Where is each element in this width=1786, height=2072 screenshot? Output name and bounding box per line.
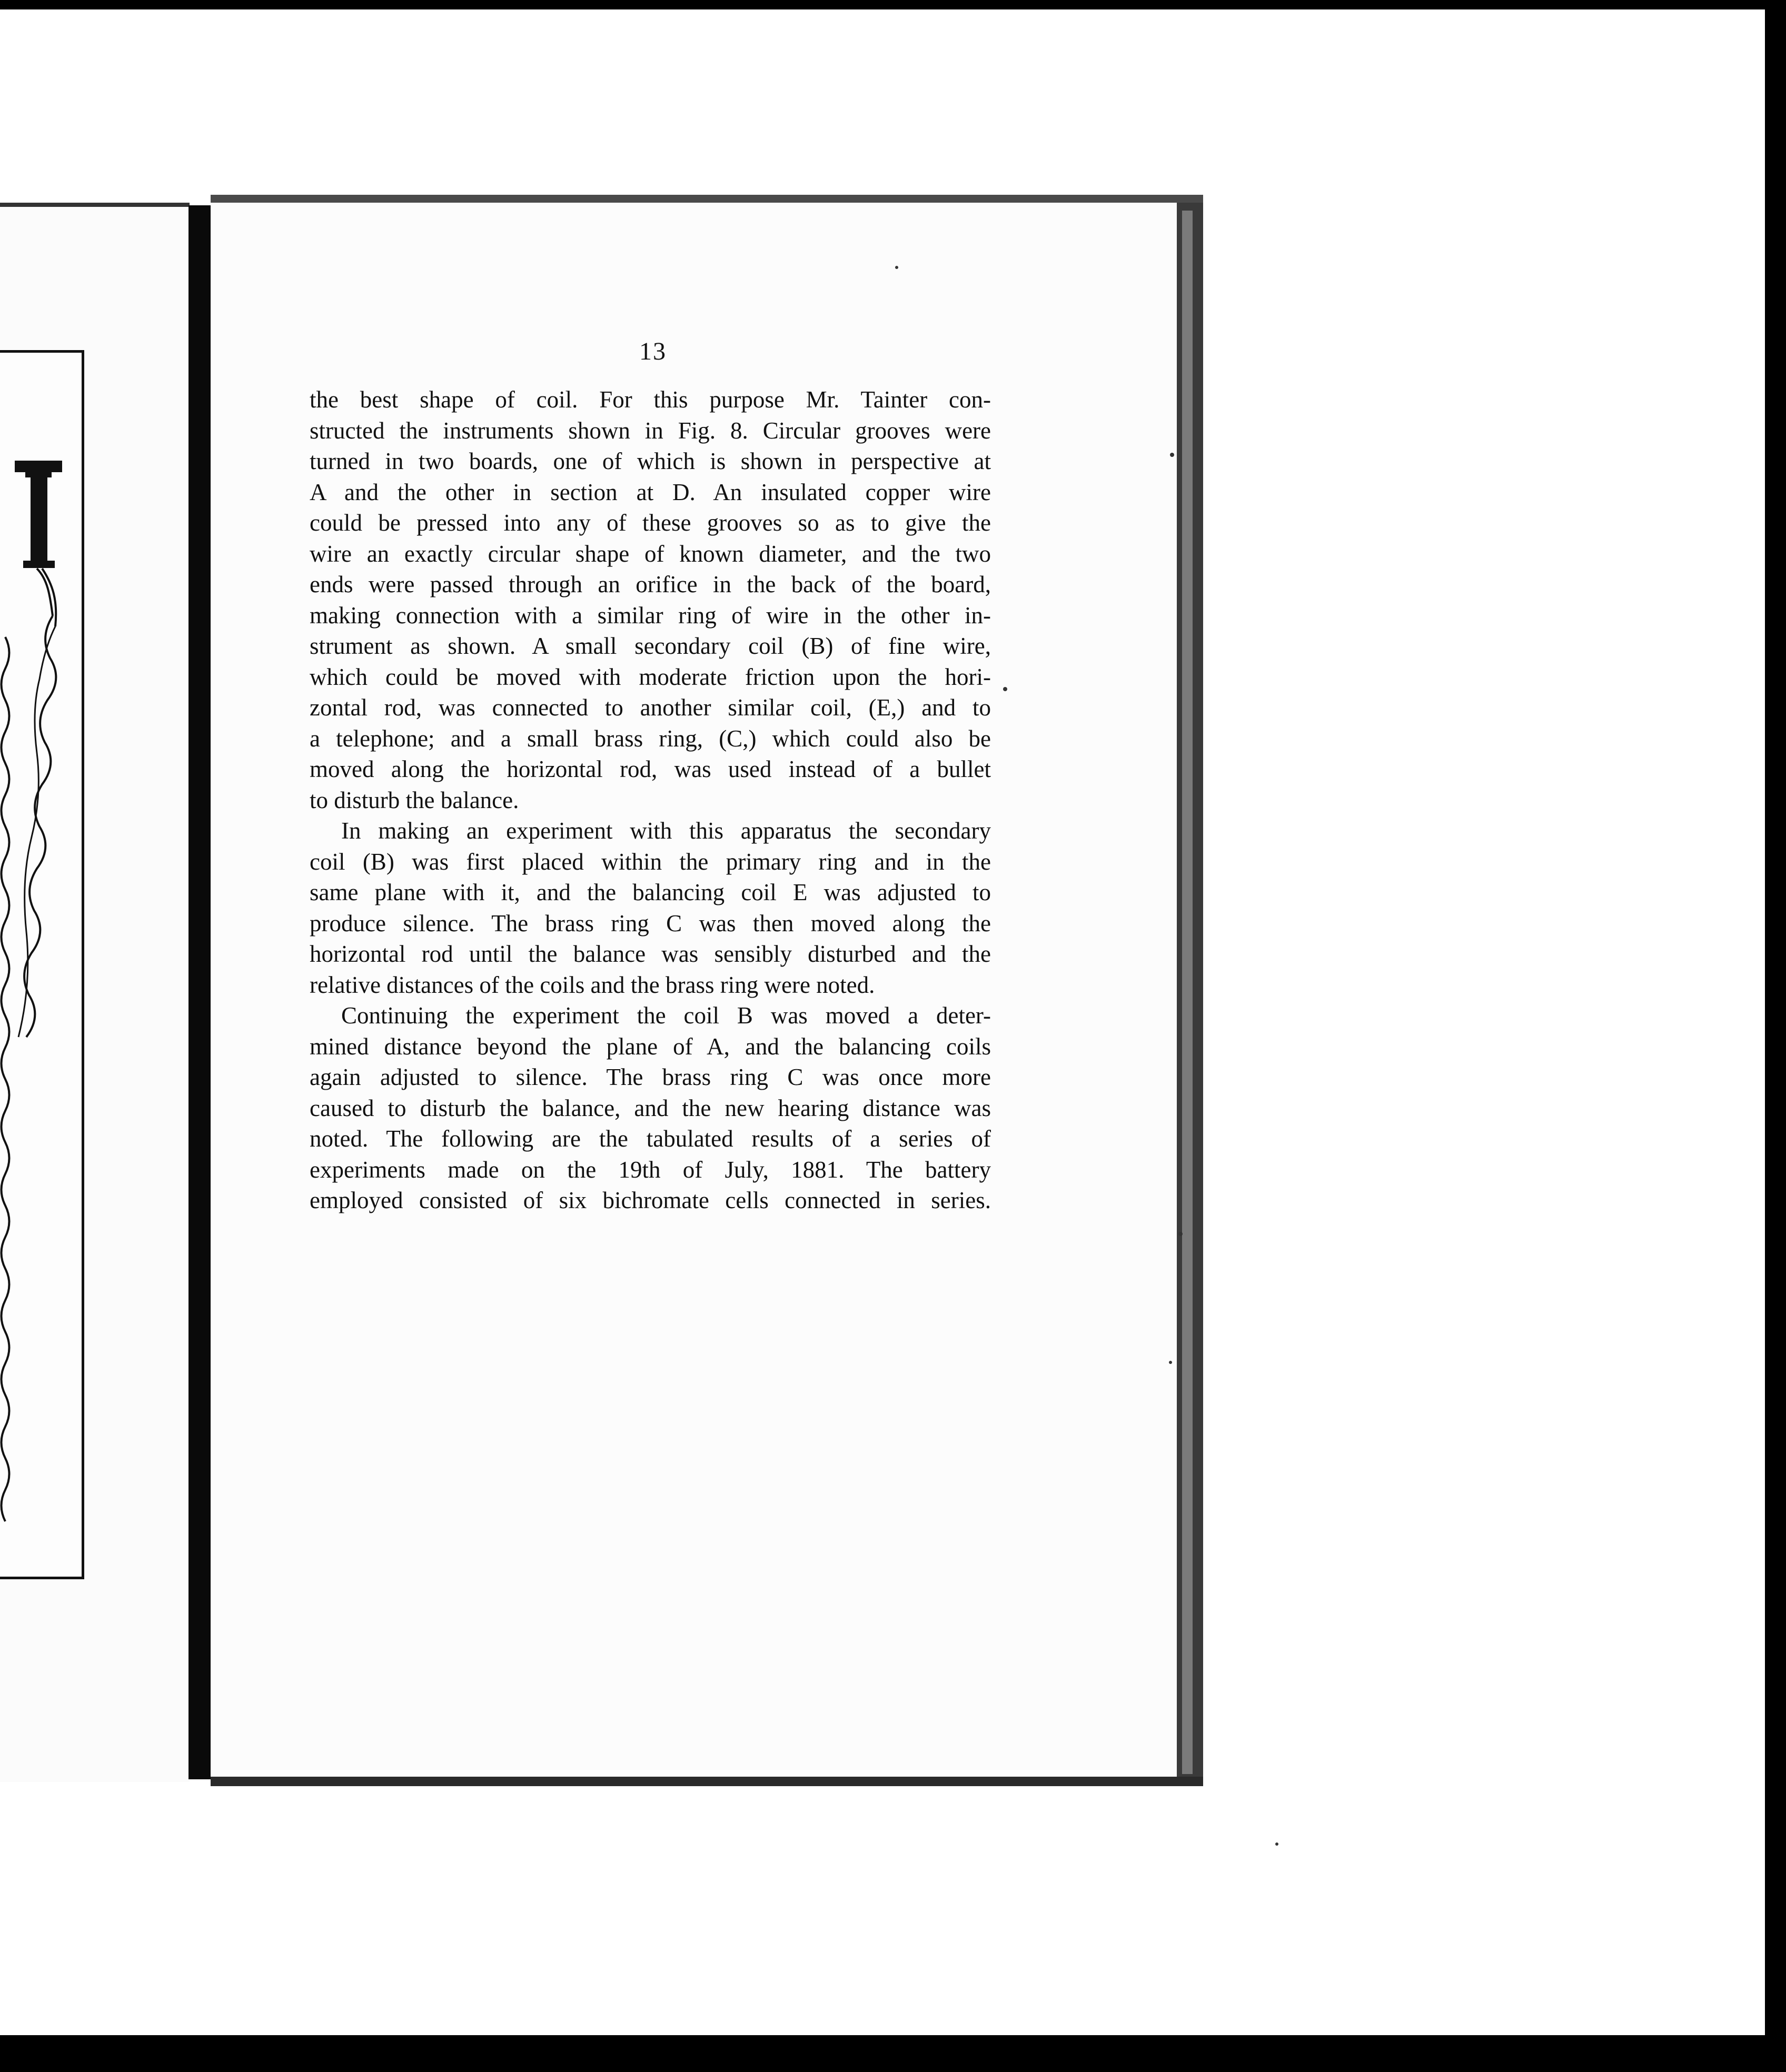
- scan-border-top: [0, 0, 1786, 9]
- scan-speck: [1178, 1232, 1183, 1236]
- page-number: 13: [639, 337, 667, 365]
- scan-speck: [1170, 453, 1174, 457]
- text-line: caused to disturb the balance, and the new hearing distance was: [310, 1094, 991, 1121]
- text-line: the best shape of coil. For this purpose Mr. Tainter con-: [310, 386, 991, 413]
- left-plate-illustration: [0, 350, 84, 1579]
- right-page-top-edge: [211, 195, 1203, 203]
- text-line: relative distances of the coils and the brass ring were noted.: [310, 971, 875, 998]
- text-line: employed consisted of six bichromate cells connected in series.: [310, 1187, 991, 1213]
- text-line: which could be moved with moderate friction upon the hori-: [310, 663, 991, 690]
- text-line: again adjusted to silence. The brass ring C was once more: [310, 1064, 991, 1090]
- text-line: In making an experiment with this apparatus the secondary: [341, 818, 991, 844]
- text-line: making connection with a similar ring of wire in the other in-: [310, 602, 991, 629]
- text-line: could be pressed into any of these grooves so as to give the: [310, 510, 991, 536]
- text-line: noted. The following are the tabulated results of a series of: [310, 1125, 991, 1152]
- paragraph-3: [310, 1000, 991, 1216]
- binding-gutter: [188, 205, 212, 1779]
- paragraph-2: [310, 815, 991, 1000]
- right-page-bottom-edge: [211, 1777, 1203, 1786]
- scan-speck: [1275, 1842, 1278, 1846]
- text-line: strument as shown. A small secondary coil (B) of fine wire,: [310, 633, 991, 659]
- scan-speck: [895, 266, 898, 269]
- body-text: [310, 384, 991, 1216]
- text-line: a telephone; and a small brass ring, (C,) which could also be: [310, 725, 991, 752]
- text-line: experiments made on the 19th of July, 1881. The battery: [310, 1156, 991, 1183]
- left-page-top-edge: [0, 203, 190, 207]
- text-line: to disturb the balance.: [310, 786, 519, 813]
- text-line: ends were passed through an orifice in the back of the board,: [310, 571, 991, 597]
- text-line: horizontal rod until the balance was sensibly disturbed and the: [310, 941, 991, 967]
- scan-border-right: [1765, 0, 1786, 2072]
- text-line: Continuing the experiment the coil B was moved a deter-: [341, 1002, 991, 1029]
- text-line: mined distance beyond the plane of A, and the balancing coils: [310, 1033, 991, 1060]
- paragraph-1: [310, 384, 991, 815]
- text-line: same plane with it, and the balancing coil E was adjusted to: [310, 879, 991, 905]
- right-page-edge-highlight: [1182, 211, 1193, 1774]
- scan-border-bottom: [0, 2035, 1786, 2072]
- text-line: moved along the horizontal rod, was used instead of a bullet: [310, 756, 991, 782]
- text-line: A and the other in section at D. An insulated copper wire: [310, 479, 991, 505]
- text-line: structed the instruments shown in Fig. 8. Circular grooves were: [310, 417, 991, 444]
- text-line: zontal rod, was connected to another similar coil, (E,) and to: [310, 694, 991, 721]
- scan-speck: [1003, 687, 1007, 691]
- scan-bottom-strip: [0, 2021, 1765, 2035]
- text-line: produce silence. The brass ring C was then moved along the: [310, 910, 991, 937]
- text-line: turned in two boards, one of which is shown in perspective at: [310, 448, 991, 474]
- scan-speck: [1169, 1361, 1172, 1364]
- text-line: coil (B) was first placed within the primary ring and in the: [310, 848, 991, 875]
- telephone-wire-illustration: [0, 353, 82, 1577]
- text-line: wire an exactly circular shape of known diameter, and the two: [310, 540, 991, 567]
